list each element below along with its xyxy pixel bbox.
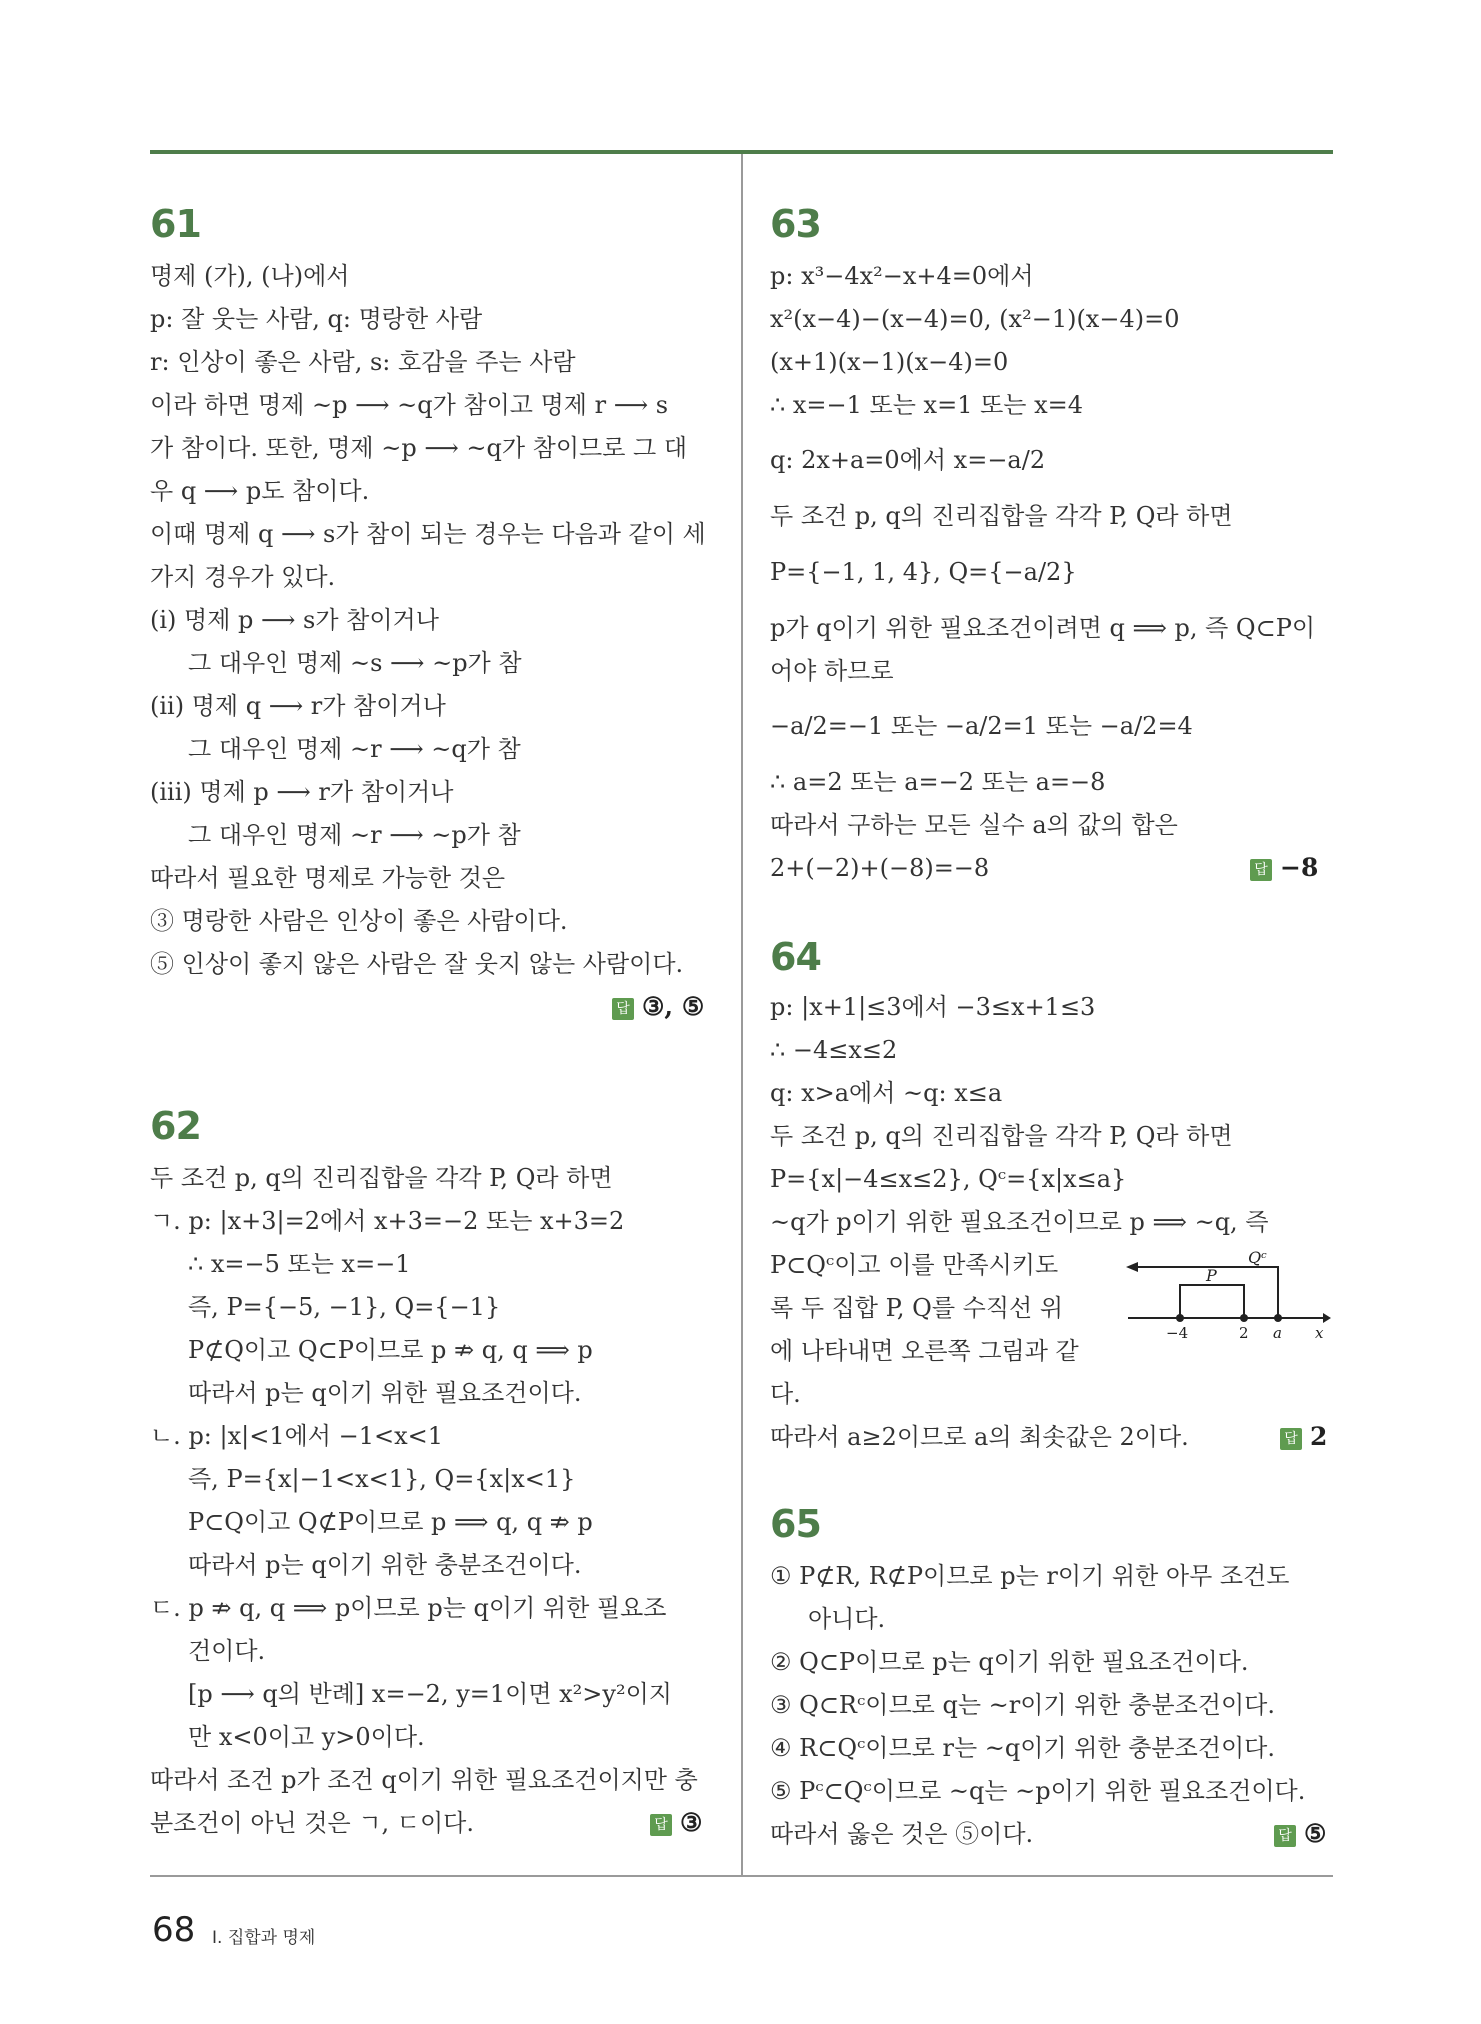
- p64-line: 따라서 a≥2이므로 a의 최솟값은 2이다.: [770, 1423, 1189, 1451]
- p62-line: 따라서 p는 q이기 위한 충분조건이다.: [188, 1551, 582, 1579]
- p-label: P: [1206, 1266, 1217, 1285]
- p61-line: 이라 하면 명제 ~p ⟶ ~q가 참이고 명제 r ⟶ s: [150, 391, 669, 419]
- tick-2-label: 2: [1239, 1324, 1249, 1342]
- p61-line: (i) 명제 p ⟶ s가 참이거나: [150, 606, 439, 634]
- p63-line: ∴ a=2 또는 a=−2 또는 a=−8: [770, 768, 1106, 796]
- answer-tag-icon: 답: [612, 998, 634, 1020]
- qc-arrow-icon: [1126, 1262, 1138, 1272]
- p65-line: 아니다.: [808, 1605, 886, 1633]
- p61-line: 명제 (가), (나)에서: [150, 262, 350, 290]
- p61-line: 이때 명제 q ⟶ s가 참이 되는 경우는 다음과 같이 세: [150, 520, 706, 548]
- axis-arrow-icon: [1323, 1313, 1331, 1323]
- p63-line: 따라서 구하는 모든 실수 a의 값의 합은: [770, 811, 1178, 839]
- p64-line: ~q가 p이기 위한 필요조건이므로 p ⟹ ~q, 즉: [770, 1208, 1269, 1236]
- p64-line: P={x|−4≤x≤2}, Qᶜ={x|x≤a}: [770, 1165, 1127, 1193]
- p63-line: p가 q이기 위한 필요조건이려면 q ⟹ p, 즉 Q⊂P이: [770, 614, 1316, 642]
- p61-line: 그 대우인 명제 ~r ⟶ ~p가 참: [188, 821, 521, 849]
- p63-line: (x+1)(x−1)(x−4)=0: [770, 348, 1009, 376]
- p61-line: ③ 명랑한 사람은 인상이 좋은 사람이다.: [150, 907, 568, 935]
- p62-line: ㄱ. p: |x+3|=2에서 x+3=−2 또는 x+3=2: [150, 1207, 625, 1235]
- qc-label: Qᶜ: [1248, 1248, 1267, 1267]
- answer-tag-icon: 답: [1274, 1825, 1296, 1847]
- p65-line: ⑤ Pᶜ⊂Qᶜ이므로 ~q는 ~p이기 위한 필요조건이다.: [770, 1777, 1306, 1805]
- problem-number-64: 64: [770, 935, 821, 979]
- tick-a-label: a: [1273, 1324, 1282, 1342]
- p61-line: r: 인상이 좋은 사람, s: 호감을 주는 사람: [150, 348, 576, 376]
- p64-line: P⊂Qᶜ이고 이를 만족시키도: [770, 1251, 1059, 1279]
- answer-tag-icon: 답: [650, 1814, 672, 1836]
- p64-line: 록 두 집합 P, Q를 수직선 위: [770, 1294, 1064, 1322]
- p63-line: P={−1, 1, 4}, Q={−a/2}: [770, 558, 1077, 586]
- point-2: [1240, 1314, 1248, 1322]
- p62-line: 즉, P={x|−1<x<1}, Q={x|x<1}: [188, 1465, 576, 1493]
- p65-line: 따라서 옳은 것은 ⑤이다.: [770, 1820, 1034, 1848]
- problem-number-61: 61: [150, 202, 201, 246]
- p64-answer: [1280, 1423, 1327, 1451]
- p64-answer-value: 2: [1310, 1422, 1328, 1451]
- p62-line: ㄷ. p ⇏ q, q ⟹ p이므로 p는 q이기 위한 필요조: [150, 1594, 667, 1622]
- p65-line: ④ R⊂Qᶜ이므로 r는 ~q이기 위한 충분조건이다.: [770, 1734, 1275, 1762]
- p62-line: [p ⟶ q의 반례] x=−2, y=1이면 x²>y²이지: [188, 1680, 672, 1708]
- tick-minus4-label: −4: [1166, 1324, 1189, 1342]
- p61-answer-value: ③, ⑤: [642, 992, 705, 1021]
- p64-line: 두 조건 p, q의 진리집합을 각각 P, Q라 하면: [770, 1122, 1233, 1150]
- p65-answer: [1274, 1820, 1326, 1848]
- p61-line: 가 참이다. 또한, 명제 ~p ⟶ ~q가 참이므로 그 대: [150, 434, 688, 462]
- axis-x-label: x: [1315, 1324, 1324, 1342]
- problem-number-62: 62: [150, 1104, 201, 1148]
- p62-line: ∴ x=−5 또는 x=−1: [188, 1250, 411, 1278]
- p63-line: 어야 하므로: [770, 657, 894, 685]
- p64-line: p: |x+1|≤3에서 −3≤x+1≤3: [770, 993, 1096, 1021]
- p61-line: p: 잘 웃는 사람, q: 명랑한 사람: [150, 305, 483, 333]
- p61-answer: [612, 993, 704, 1021]
- p62-line: 따라서 p는 q이기 위한 필요조건이다.: [188, 1379, 582, 1407]
- p61-line: 그 대우인 명제 ~r ⟶ ~q가 참: [188, 735, 521, 763]
- p64-line: 에 나타내면 오른쪽 그림과 같: [770, 1337, 1079, 1365]
- section-title: Ⅰ. 집합과 명제: [212, 1928, 316, 1948]
- point-a: [1274, 1314, 1282, 1322]
- p63-answer-value: −8: [1280, 853, 1319, 882]
- p64-line: ∴ −4≤x≤2: [770, 1036, 898, 1064]
- problem-number-63: 63: [770, 202, 821, 246]
- p-range: [1180, 1285, 1244, 1318]
- p61-line: 그 대우인 명제 ~s ⟶ ~p가 참: [188, 649, 522, 677]
- p62-line: 분조건이 아닌 것은 ㄱ, ㄷ이다.: [150, 1809, 474, 1837]
- p63-line: x²(x−4)−(x−4)=0, (x²−1)(x−4)=0: [770, 305, 1180, 333]
- p63-line: 두 조건 p, q의 진리집합을 각각 P, Q라 하면: [770, 502, 1233, 530]
- p65-line: ② Q⊂P이므로 p는 q이기 위한 필요조건이다.: [770, 1648, 1249, 1676]
- p61-line: 따라서 필요한 명제로 가능한 것은: [150, 864, 506, 892]
- number-line-figure: [1118, 1245, 1333, 1345]
- p65-line: ① P⊄R, R⊄P이므로 p는 r이기 위한 아무 조건도: [770, 1562, 1290, 1590]
- p63-answer: [1250, 854, 1318, 882]
- p61-line: ⑤ 인상이 좋지 않은 사람은 잘 웃지 않는 사람이다.: [150, 950, 684, 978]
- p63-line: ∴ x=−1 또는 x=1 또는 x=4: [770, 391, 1084, 419]
- p63-line: q: 2x+a=0에서 x=−a/2: [770, 446, 1046, 474]
- p64-line: q: x>a에서 ~q: x≤a: [770, 1079, 1003, 1107]
- p62-line: 건이다.: [188, 1637, 266, 1665]
- p62-line: P⊄Q이고 Q⊂P이므로 p ⇏ q, q ⟹ p: [188, 1336, 593, 1364]
- page-number: 68: [152, 1910, 196, 1950]
- p62-line: 두 조건 p, q의 진리집합을 각각 P, Q라 하면: [150, 1164, 613, 1192]
- p64-line: 다.: [770, 1380, 801, 1408]
- p61-line: (iii) 명제 p ⟶ r가 참이거나: [150, 778, 454, 806]
- p63-line: −a/2=−1 또는 −a/2=1 또는 −a/2=4: [770, 712, 1193, 740]
- problem-number-65: 65: [770, 1502, 821, 1546]
- p62-line: 따라서 조건 p가 조건 q이기 위한 필요조건이지만 충: [150, 1766, 698, 1794]
- p65-answer-value: ⑤: [1304, 1819, 1327, 1848]
- point-minus4: [1176, 1314, 1184, 1322]
- p62-line: 만 x<0이고 y>0이다.: [188, 1723, 425, 1751]
- p62-answer-value: ③: [680, 1808, 703, 1837]
- p62-line: 즉, P={−5, −1}, Q={−1}: [188, 1293, 501, 1321]
- p62-line: P⊂Q이고 Q⊄P이므로 p ⟹ q, q ⇏ p: [188, 1508, 593, 1536]
- p63-line: 2+(−2)+(−8)=−8: [770, 854, 990, 882]
- p61-line: 가지 경우가 있다.: [150, 563, 336, 591]
- p62-line: ㄴ. p: |x|<1에서 −1<x<1: [150, 1422, 444, 1450]
- p63-line: p: x³−4x²−x+4=0에서: [770, 262, 1034, 290]
- p61-line: 우 q ⟶ p도 참이다.: [150, 477, 370, 505]
- p61-line: (ii) 명제 q ⟶ r가 참이거나: [150, 692, 446, 720]
- column-divider: [741, 154, 743, 1876]
- p65-line: ③ Q⊂Rᶜ이므로 q는 ~r이기 위한 충분조건이다.: [770, 1691, 1275, 1719]
- answer-tag-icon: 답: [1280, 1428, 1302, 1450]
- bottom-rule: [150, 1875, 1333, 1877]
- answer-tag-icon: 답: [1250, 859, 1272, 881]
- p62-answer: [650, 1809, 702, 1837]
